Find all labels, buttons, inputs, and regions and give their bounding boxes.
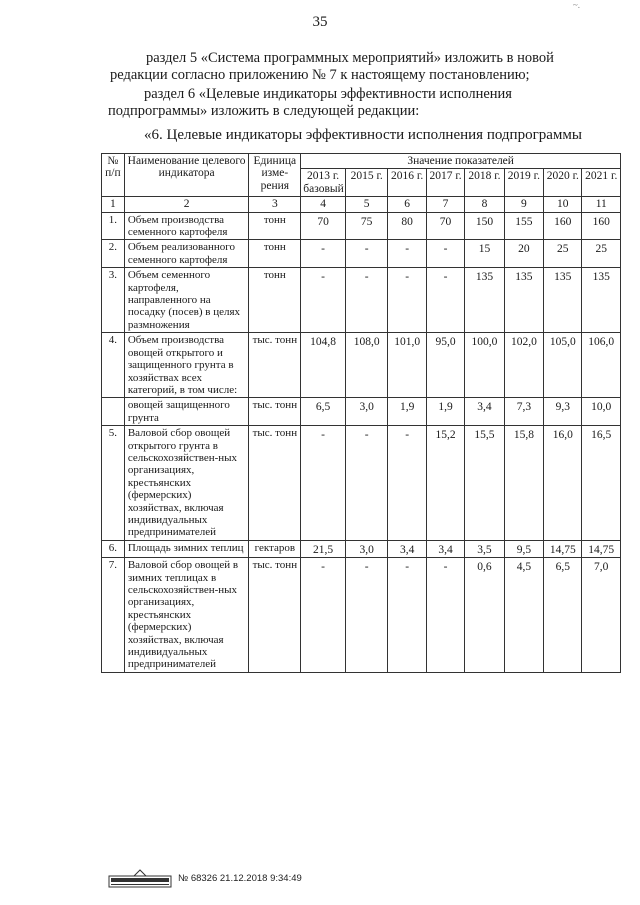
value-cell: 25	[544, 240, 582, 268]
value-cell: -	[301, 268, 346, 333]
value-cell: 3,0	[345, 398, 388, 426]
header-year: 2015 г.	[345, 169, 388, 197]
value-cell: 135	[504, 268, 543, 333]
row-number: 5.	[102, 426, 125, 541]
paragraph-line: подпрограммы» изложить в следующей редакции:	[108, 103, 420, 119]
value-cell: 7,3	[504, 398, 543, 426]
value-cell: 15,5	[465, 426, 504, 541]
value-cell: 150	[465, 212, 504, 240]
corner-mark: ~.	[572, 0, 580, 10]
value-cell: 108,0	[345, 333, 388, 398]
paragraph-line: редакции согласно приложению № 7 к настоящему постановлению;	[110, 67, 530, 83]
value-cell: 3,4	[426, 540, 464, 557]
unit-cell: тыс. тонн	[249, 333, 301, 398]
value-cell: 4,5	[504, 558, 543, 673]
value-cell: 102,0	[504, 333, 543, 398]
header-year: 2016 г.	[388, 169, 426, 197]
value-cell: -	[426, 240, 464, 268]
unit-cell: тонн	[249, 240, 301, 268]
value-cell: 3,4	[388, 540, 426, 557]
document-logo-icon	[108, 868, 172, 888]
index-row	[102, 197, 621, 212]
value-cell: 101,0	[388, 333, 426, 398]
value-cell: 75	[345, 212, 388, 240]
value-cell: 3,5	[465, 540, 504, 557]
value-cell: 70	[426, 212, 464, 240]
indicator-name: Объем производства овощей открытого и защищенного грунта в хозяйствах всех категорий, в том числе:	[124, 333, 249, 398]
document-info: № 68326 21.12.2018 9:34:49	[178, 872, 302, 884]
value-cell: 135	[544, 268, 582, 333]
value-cell: 10,0	[582, 398, 621, 426]
row-number: 4.	[102, 333, 125, 398]
unit-cell: тонн	[249, 268, 301, 333]
header-values-group: Значение показателей	[301, 154, 621, 169]
table-row	[102, 212, 621, 240]
table-row	[102, 333, 621, 398]
table-heading: «6. Целевые индикаторы эффективности исполнения подпрограммы	[144, 127, 582, 143]
value-cell: -	[301, 240, 346, 268]
table-row	[102, 558, 621, 673]
value-cell: 16,0	[544, 426, 582, 541]
index-cell: 4	[301, 197, 346, 212]
header-num: № п/п	[102, 154, 125, 197]
index-cell: 10	[544, 197, 582, 212]
value-cell: 106,0	[582, 333, 621, 398]
table-row	[102, 240, 621, 268]
header-year: 2019 г.	[504, 169, 543, 197]
value-cell: -	[426, 558, 464, 673]
row-number: 6.	[102, 540, 125, 557]
unit-cell: гектаров	[249, 540, 301, 557]
value-cell: -	[388, 558, 426, 673]
header-year: 2013 г. базовый	[301, 169, 346, 197]
value-cell: 9,3	[544, 398, 582, 426]
indicator-name: Валовой сбор овощей в зимних теплицах в сельскохозяйствен-ных организациях, крестьянских (фермерских) хозяйствах, включая индивидуальных предпринимателей	[124, 558, 249, 673]
index-cell: 5	[345, 197, 388, 212]
value-cell: 7,0	[582, 558, 621, 673]
value-cell: 105,0	[544, 333, 582, 398]
value-cell: 95,0	[426, 333, 464, 398]
value-cell: 160	[582, 212, 621, 240]
unit-cell: тыс. тонн	[249, 426, 301, 541]
table-row	[102, 268, 621, 333]
indicators-table	[101, 153, 621, 673]
value-cell: 16,5	[582, 426, 621, 541]
table-row	[102, 426, 621, 541]
indicator-name: овощей защищенного грунта	[124, 398, 249, 426]
value-cell: 100,0	[465, 333, 504, 398]
value-cell: 14,75	[582, 540, 621, 557]
header-year: 2017 г.	[426, 169, 464, 197]
value-cell: -	[388, 240, 426, 268]
value-cell: 15,8	[504, 426, 543, 541]
value-cell: 80	[388, 212, 426, 240]
header-name: Наименование целевого индикатора	[124, 154, 249, 197]
index-cell: 7	[426, 197, 464, 212]
unit-cell: тыс. тонн	[249, 558, 301, 673]
indicator-name: Объем реализованного семенного картофеля	[124, 240, 249, 268]
header-year: 2020 г.	[544, 169, 582, 197]
value-cell: 25	[582, 240, 621, 268]
indicator-name: Объем семенного картофеля, направленного на посадку (посев) в целях размножения	[124, 268, 249, 333]
footer	[108, 868, 302, 888]
paragraph-section-5	[110, 50, 613, 84]
indicator-name: Объем производства семенного картофеля	[124, 212, 249, 240]
indicator-name: Валовой сбор овощей открытого грунта в сельскохозяйствен-ных организациях, крестьянских (фермерских) хозяйствах, включая индивидуальных предпринимателей	[124, 426, 249, 541]
value-cell: 20	[504, 240, 543, 268]
index-cell: 3	[249, 197, 301, 212]
value-cell: -	[388, 268, 426, 333]
table-row	[102, 540, 621, 557]
value-cell: 135	[465, 268, 504, 333]
value-cell: 0,6	[465, 558, 504, 673]
indicator-name: Площадь зимних теплиц	[124, 540, 249, 557]
value-cell: 15,2	[426, 426, 464, 541]
row-number: 3.	[102, 268, 125, 333]
value-cell: 15	[465, 240, 504, 268]
header-row	[102, 154, 621, 169]
value-cell: 3,4	[465, 398, 504, 426]
value-cell: -	[388, 426, 426, 541]
value-cell: 3,0	[345, 540, 388, 557]
header-year: 2021 г.	[582, 169, 621, 197]
value-cell: 160	[544, 212, 582, 240]
value-cell: -	[345, 240, 388, 268]
value-cell: -	[345, 426, 388, 541]
value-cell: -	[345, 558, 388, 673]
index-cell: 11	[582, 197, 621, 212]
index-cell: 1	[102, 197, 125, 212]
value-cell: 1,9	[426, 398, 464, 426]
value-cell: 135	[582, 268, 621, 333]
row-number: 1.	[102, 212, 125, 240]
row-number: 7.	[102, 558, 125, 673]
value-cell: 104,8	[301, 333, 346, 398]
header-unit: Единица изме-рения	[249, 154, 301, 197]
row-number	[102, 398, 125, 426]
index-cell: 6	[388, 197, 426, 212]
index-cell: 2	[124, 197, 249, 212]
value-cell: 70	[301, 212, 346, 240]
value-cell: 155	[504, 212, 543, 240]
value-cell: 14,75	[544, 540, 582, 557]
table-row	[102, 398, 621, 426]
index-cell: 8	[465, 197, 504, 212]
row-number: 2.	[102, 240, 125, 268]
value-cell: 6,5	[544, 558, 582, 673]
unit-cell: тонн	[249, 212, 301, 240]
paragraph-line: раздел 6 «Целевые индикаторы эффективности исполнения	[144, 86, 512, 102]
index-cell: 9	[504, 197, 543, 212]
paragraph-line: раздел 5 «Система программных мероприятий» изложить в новой	[146, 50, 554, 66]
paragraph-section-6	[108, 86, 613, 120]
value-cell: 1,9	[388, 398, 426, 426]
unit-cell: тыс. тонн	[249, 398, 301, 426]
value-cell: 21,5	[301, 540, 346, 557]
value-cell: -	[301, 426, 346, 541]
header-year: 2018 г.	[465, 169, 504, 197]
value-cell: -	[426, 268, 464, 333]
value-cell: 6,5	[301, 398, 346, 426]
value-cell: -	[345, 268, 388, 333]
value-cell: 9,5	[504, 540, 543, 557]
value-cell: -	[301, 558, 346, 673]
page-number: 35	[312, 14, 328, 30]
